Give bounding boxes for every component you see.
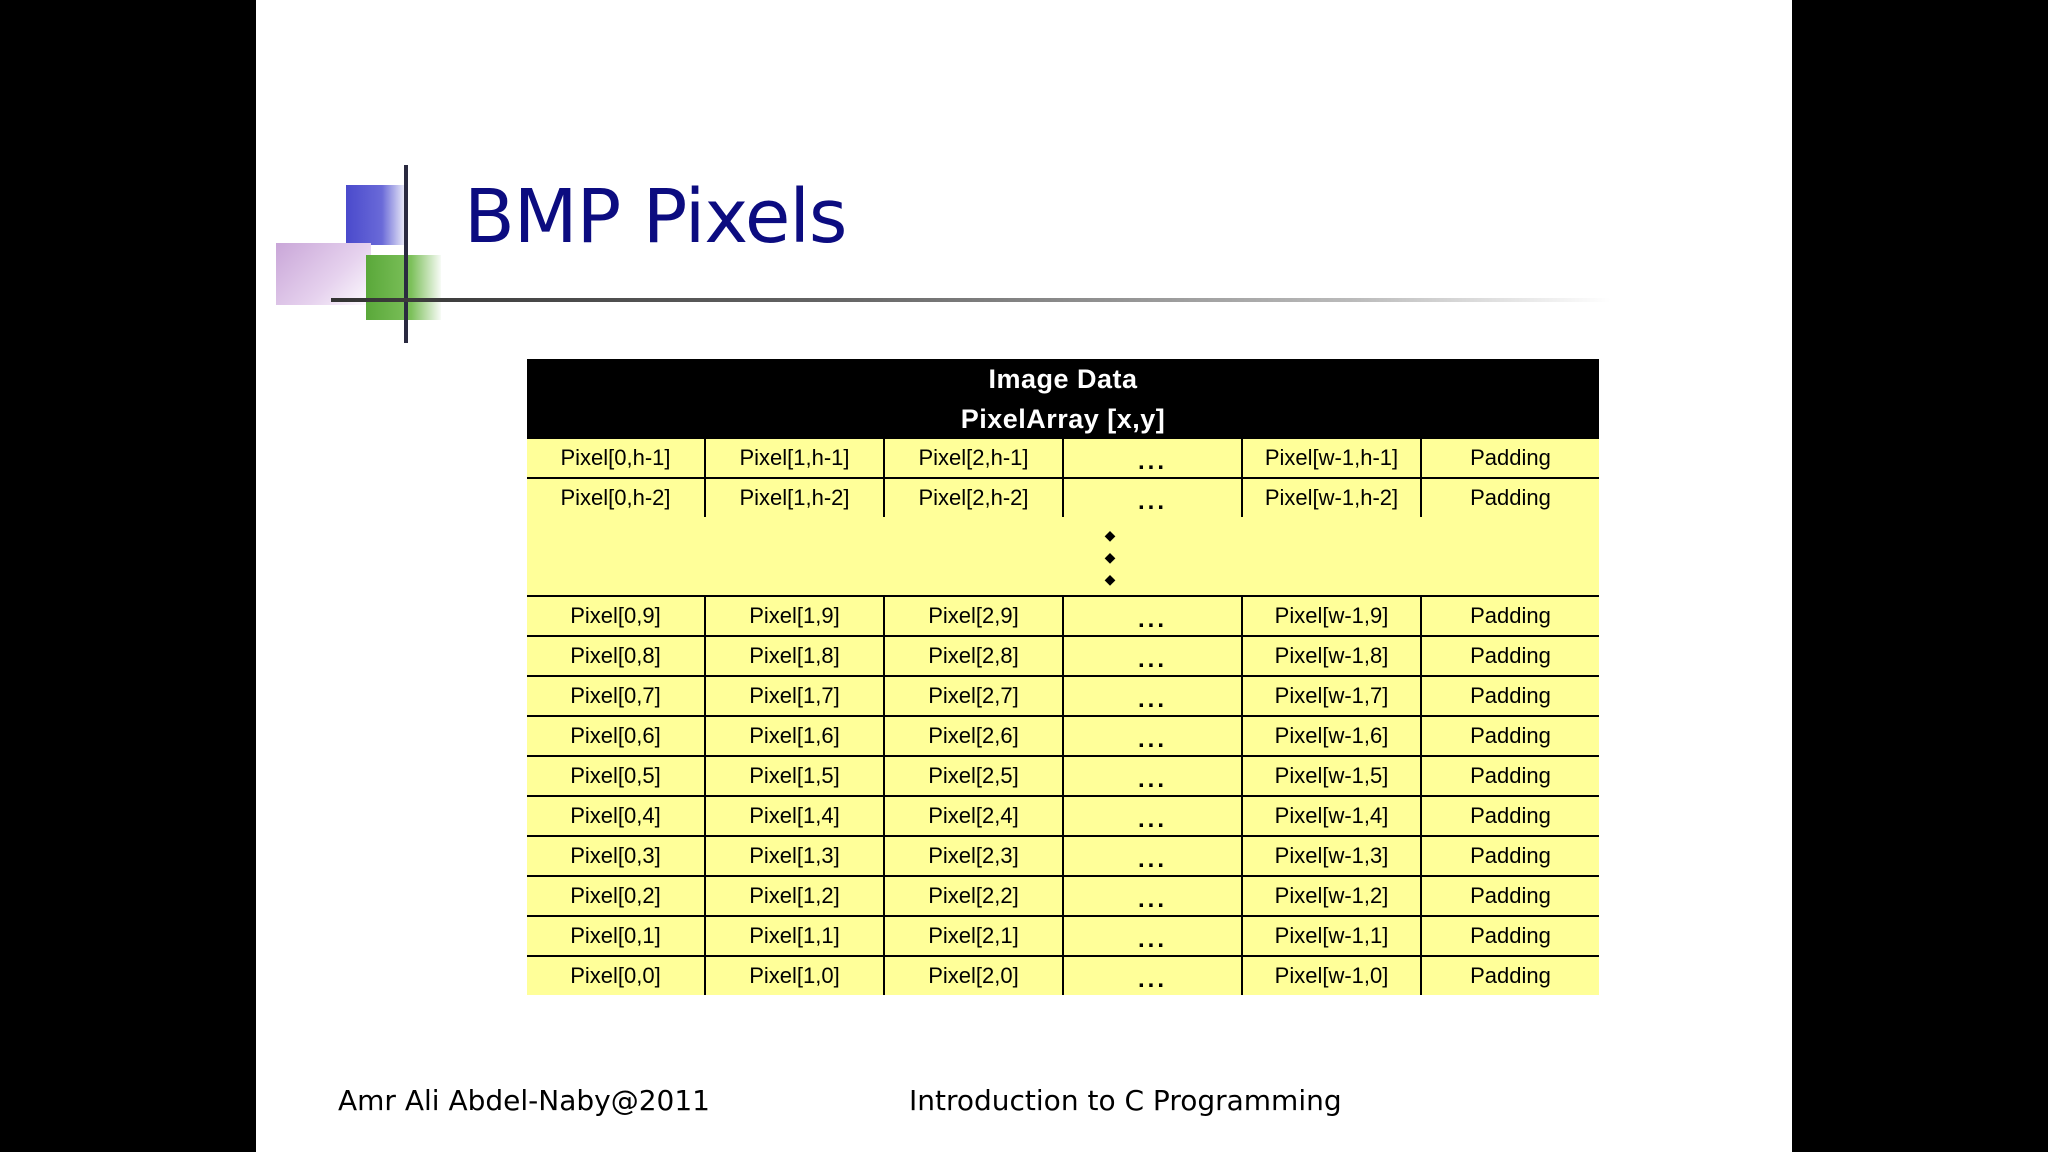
slide bbox=[256, 0, 1792, 1152]
table-cell: Pixel[w-1,5] bbox=[1243, 757, 1422, 795]
table-row bbox=[527, 637, 1599, 677]
table-row bbox=[527, 877, 1599, 917]
ellipsis-cell: ... bbox=[1064, 757, 1243, 795]
table-gap-row bbox=[527, 517, 1599, 597]
table-cell: Pixel[0,4] bbox=[527, 797, 706, 835]
table-bottom-rows bbox=[527, 597, 1599, 995]
table-cell: Pixel[2,6] bbox=[885, 717, 1064, 755]
table-row bbox=[527, 677, 1599, 717]
ellipsis-cell: ... bbox=[1064, 637, 1243, 675]
table-cell: Pixel[2,4] bbox=[885, 797, 1064, 835]
table-cell: Pixel[w-1,6] bbox=[1243, 717, 1422, 755]
gap-marker: ◆ bbox=[1104, 550, 1116, 566]
table-cell: Padding bbox=[1470, 803, 1551, 828]
logo-vertical-line bbox=[404, 165, 408, 343]
table-cell: Pixel[1,7] bbox=[706, 677, 885, 715]
table-cell: Pixel[w-1,h-1] bbox=[1243, 439, 1422, 477]
ellipsis-cell: ... bbox=[1064, 717, 1243, 755]
pink-square-decoration bbox=[276, 243, 371, 305]
ellipsis-cell: ... bbox=[1064, 677, 1243, 715]
ellipsis-cell: ... bbox=[1064, 957, 1243, 995]
ellipsis-cell: ... bbox=[1064, 797, 1243, 835]
pixel-array-table bbox=[527, 359, 1599, 995]
ellipsis-cell: ... bbox=[1064, 837, 1243, 875]
table-cell: Pixel[1,6] bbox=[706, 717, 885, 755]
table-row bbox=[527, 757, 1599, 797]
table-cell: Pixel[0,h-1] bbox=[527, 439, 706, 477]
footer-course: Introduction to C Programming bbox=[909, 1084, 1342, 1117]
table-top-rows bbox=[527, 439, 1599, 517]
title-underline bbox=[331, 298, 1611, 302]
slide-logo-decoration bbox=[276, 165, 436, 345]
table-cell: Padding bbox=[1470, 485, 1551, 510]
table-cell: Padding bbox=[1470, 963, 1551, 988]
gap-marker: ◆ bbox=[1104, 572, 1116, 588]
table-cell: Padding bbox=[1470, 843, 1551, 868]
table-cell: Pixel[2,2] bbox=[885, 877, 1064, 915]
table-row bbox=[527, 917, 1599, 957]
table-cell: Pixel[1,8] bbox=[706, 637, 885, 675]
table-cell: Padding bbox=[1470, 683, 1551, 708]
table-cell: Pixel[2,h-1] bbox=[885, 439, 1064, 477]
table-cell: Pixel[w-1,8] bbox=[1243, 637, 1422, 675]
table-cell: Padding bbox=[1470, 763, 1551, 788]
table-cell: Pixel[1,4] bbox=[706, 797, 885, 835]
ellipsis-cell: ... bbox=[1064, 597, 1243, 635]
table-cell: Padding bbox=[1470, 643, 1551, 668]
table-header-line1: Image Data bbox=[988, 364, 1138, 394]
table-cell: Pixel[w-1,3] bbox=[1243, 837, 1422, 875]
table-cell: Pixel[0,1] bbox=[527, 917, 706, 955]
table-cell: Pixel[1,3] bbox=[706, 837, 885, 875]
table-cell: Pixel[2,h-2] bbox=[885, 479, 1064, 517]
table-cell: Pixel[1,h-1] bbox=[706, 439, 885, 477]
table-cell: Pixel[0,2] bbox=[527, 877, 706, 915]
ellipsis-cell: ... bbox=[1064, 877, 1243, 915]
gap-marker: ◆ bbox=[1104, 528, 1116, 544]
table-cell: Pixel[0,0] bbox=[527, 957, 706, 995]
table-cell: Padding bbox=[1470, 883, 1551, 908]
table-cell: Pixel[2,7] bbox=[885, 677, 1064, 715]
table-header bbox=[527, 359, 1599, 439]
table-cell: Pixel[1,5] bbox=[706, 757, 885, 795]
table-cell: Pixel[w-1,1] bbox=[1243, 917, 1422, 955]
table-cell: Pixel[w-1,0] bbox=[1243, 957, 1422, 995]
table-row bbox=[527, 597, 1599, 637]
table-cell: Pixel[1,h-2] bbox=[706, 479, 885, 517]
table-row bbox=[527, 439, 1599, 479]
vertical-ellipsis bbox=[527, 525, 1599, 591]
table-row bbox=[527, 957, 1599, 995]
table-cell: Pixel[0,9] bbox=[527, 597, 706, 635]
ellipsis-cell: ... bbox=[1064, 439, 1243, 477]
table-cell: Pixel[1,2] bbox=[706, 877, 885, 915]
table-cell: Pixel[2,8] bbox=[885, 637, 1064, 675]
blue-square-decoration bbox=[346, 185, 406, 245]
table-row bbox=[527, 797, 1599, 837]
table-cell: Pixel[w-1,h-2] bbox=[1243, 479, 1422, 517]
table-row bbox=[527, 837, 1599, 877]
footer-author: Amr Ali Abdel-Naby@2011 bbox=[338, 1084, 710, 1117]
table-cell: Pixel[1,0] bbox=[706, 957, 885, 995]
table-header-line2: PixelArray [x,y] bbox=[960, 404, 1166, 434]
table-cell: Pixel[0,3] bbox=[527, 837, 706, 875]
ellipsis-cell: ... bbox=[1064, 479, 1243, 517]
table-row bbox=[527, 717, 1599, 757]
table-cell: Pixel[0,7] bbox=[527, 677, 706, 715]
table-cell: Pixel[w-1,2] bbox=[1243, 877, 1422, 915]
table-cell: Pixel[1,1] bbox=[706, 917, 885, 955]
table-cell: Pixel[2,0] bbox=[885, 957, 1064, 995]
table-row bbox=[527, 479, 1599, 517]
table-cell: Pixel[2,9] bbox=[885, 597, 1064, 635]
table-cell: Pixel[2,1] bbox=[885, 917, 1064, 955]
table-cell: Pixel[2,5] bbox=[885, 757, 1064, 795]
table-cell: Padding bbox=[1470, 445, 1551, 470]
table-cell: Pixel[0,6] bbox=[527, 717, 706, 755]
table-cell: Pixel[w-1,7] bbox=[1243, 677, 1422, 715]
table-cell: Pixel[0,5] bbox=[527, 757, 706, 795]
table-cell: Pixel[0,h-2] bbox=[527, 479, 706, 517]
table-cell: Pixel[0,8] bbox=[527, 637, 706, 675]
table-cell: Pixel[2,3] bbox=[885, 837, 1064, 875]
ellipsis-cell: ... bbox=[1064, 917, 1243, 955]
table-cell: Padding bbox=[1470, 923, 1551, 948]
table-cell: Pixel[w-1,4] bbox=[1243, 797, 1422, 835]
table-cell: Padding bbox=[1470, 603, 1551, 628]
table-cell: Pixel[1,9] bbox=[706, 597, 885, 635]
table-cell: Pixel[w-1,9] bbox=[1243, 597, 1422, 635]
slide-title: BMP Pixels bbox=[464, 174, 847, 260]
table-cell: Padding bbox=[1470, 723, 1551, 748]
